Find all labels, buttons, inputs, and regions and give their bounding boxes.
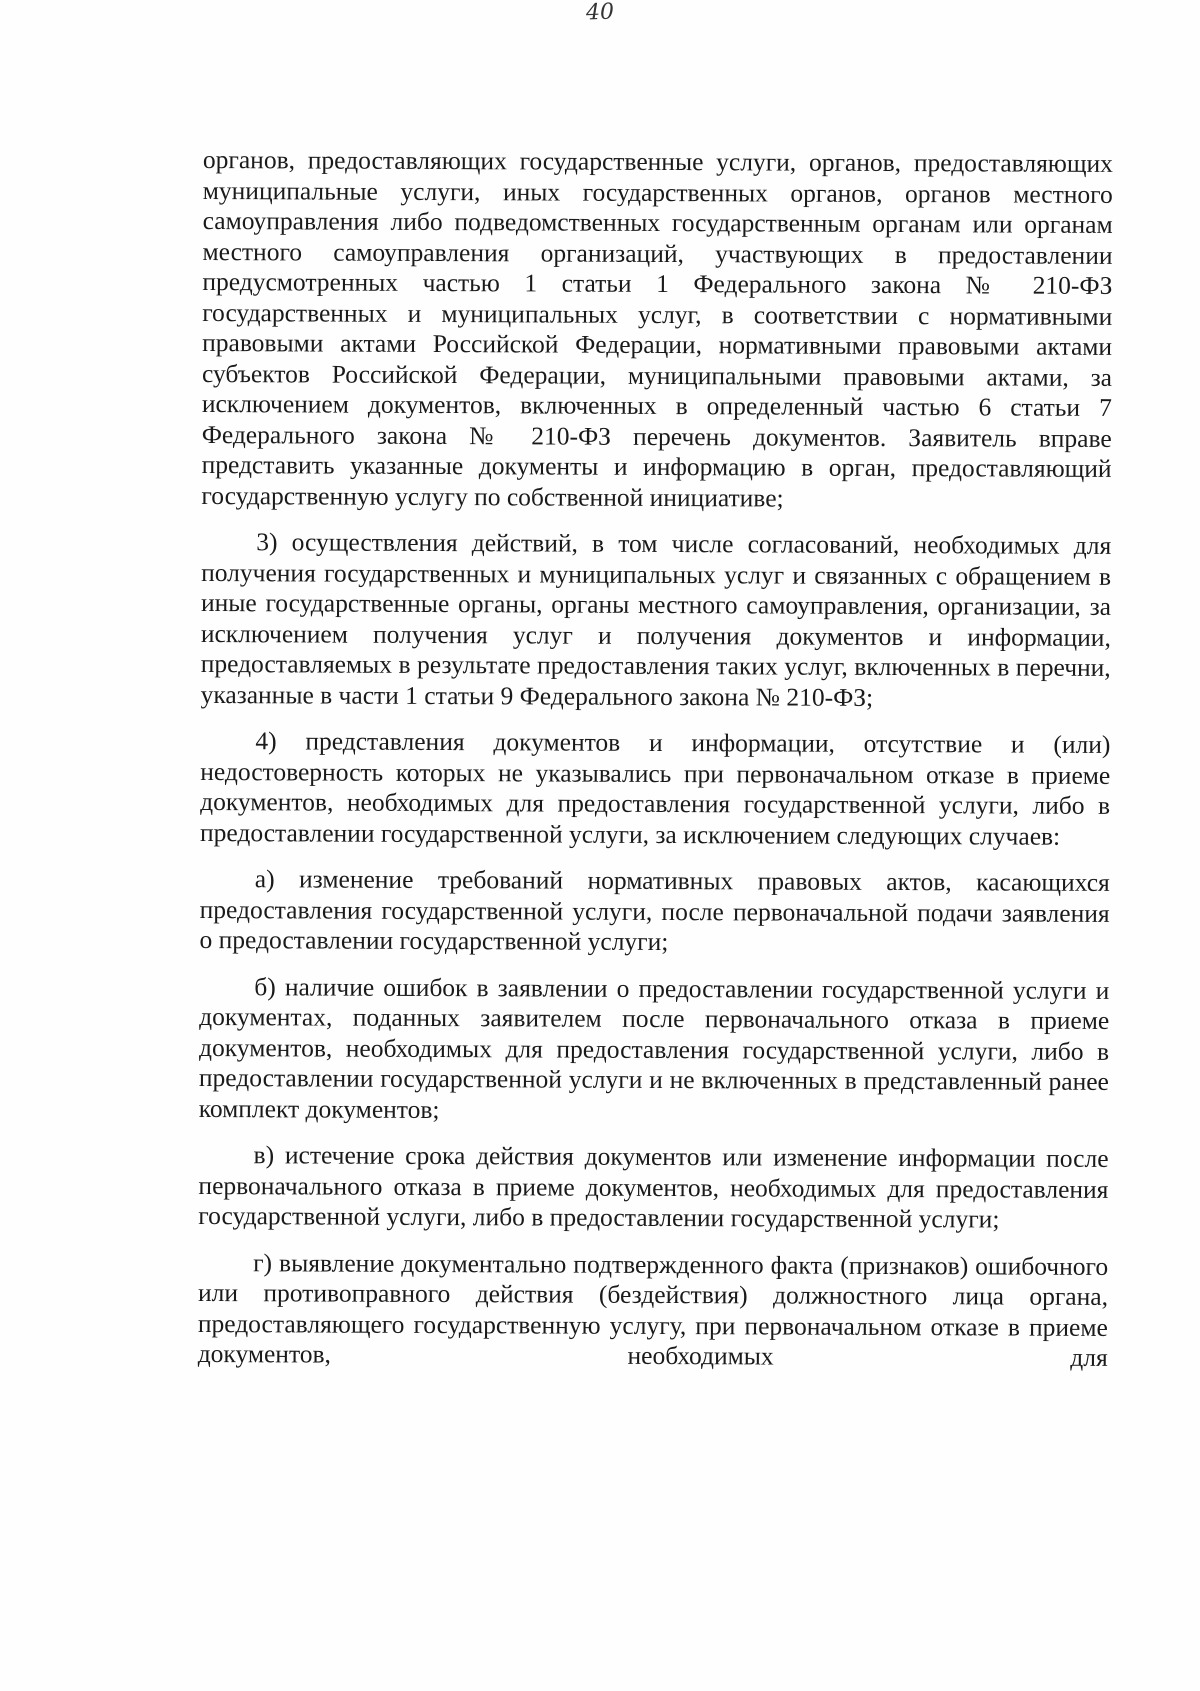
paragraph-continuation: органов, предоставляющих государственные услуги, органов, предоставляющих муниципальные услуги, иных государственных органов, органов местного самоуправления либо подведомственных государственным органам или органам местного самоуправления организаций, участвующих в предоставлении предусмотренных частью 1 статьи 1 Федерального закона № 210-ФЗ государственных и муниципальных услуг, в соответствии с нормативными правовыми актами Российской Федерации, нормативными правовыми актами субъектов Российской Федерации, муниципальными правовыми актами, за исключением документов, включенных в определенный частью 6 статьи 7 Федерального закона № 210-ФЗ перечень документов. Заявитель вправе представить указанные документы и информацию в орган, предоставляющий государственную услугу по собственной инициативе;	[201, 145, 1113, 513]
paragraph-subitem-g: г) выявление документально подтвержденного факта (признаков) ошибочного или противоправного действия (бездействия) должностного лица органа, предоставляющего государственную услугу, при первоначальном отказе в приеме документов, необходимых для	[197, 1247, 1109, 1372]
paragraph-item-3: 3) осуществления действий, в том числе согласований, необходимых для получения государственных и муниципальных услуг и связанных с обращением в иные государственные органы, органы местного самоуправления, организации, за исключением получения услуг и получения документов и информации, предоставляемых в результате предоставления таких услуг, включенных в перечни, указанные в части 1 статьи 9 Федерального закона № 210-ФЗ;	[200, 527, 1112, 712]
paragraph-subitem-v: в) истечение срока действия документов или изменение информации после первоначального отказа в приеме документов, необходимых для предоставления государственной услуги, либо в предоставлении государственной услуги;	[198, 1140, 1109, 1234]
page-number: 40	[585, 0, 615, 26]
paragraph-subitem-b: б) наличие ошибок в заявлении о предоставлении государственной услуги и документах, поданных заявителем после первоначального отказа в приеме документов, необходимых для предоставления государственной услуги, либо в предоставлении государственной услуги и не включенных в представленный ранее комплект документов;	[198, 971, 1110, 1124]
paragraph-subitem-a: а) изменение требований нормативных правовых актов, касающихся предоставления государственной услуги, после первоначальной подачи заявления о предоставлении государственной услуги;	[199, 864, 1110, 957]
document-body	[198, 145, 1113, 1373]
paragraph-item-4: 4) представления документов и информации, отсутствие и (или) недостоверность которых не указывались при первоначальном отказе в приеме документов, необходимых для предоставления государственной услуги, либо в предоставлении государственной услуги, за исключением следующих случаев:	[199, 726, 1111, 851]
